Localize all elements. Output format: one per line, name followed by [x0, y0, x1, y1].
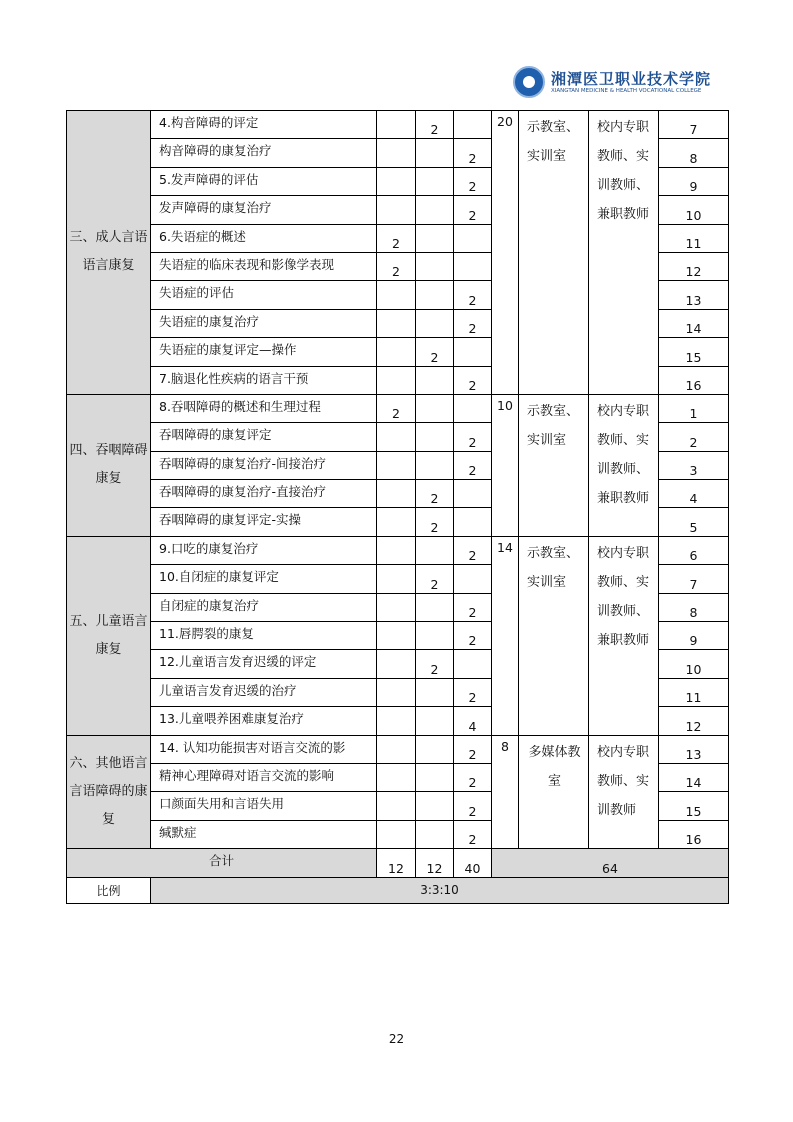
- sequence-cell: 11: [659, 224, 729, 252]
- theory-hours-cell: [377, 536, 416, 564]
- practice-hours-cell: 2: [454, 281, 492, 309]
- mixed-hours-cell: [416, 536, 454, 564]
- mixed-hours-cell: [416, 593, 454, 621]
- teaching-place: 示教室、实训室: [519, 111, 589, 395]
- sequence-cell: 3: [659, 451, 729, 479]
- practice-hours-cell: 2: [454, 735, 492, 763]
- mixed-hours-cell: 2: [416, 650, 454, 678]
- practice-hours-cell: 2: [454, 792, 492, 820]
- content-cell: 精神心理障碍对语言交流的影响: [151, 763, 377, 791]
- theory-hours-cell: [377, 480, 416, 508]
- module-name: 五、儿童语言康复: [67, 536, 151, 735]
- teaching-place: 示教室、实训室: [519, 536, 589, 735]
- college-name: 湘潭医卫职业技术学院: [551, 70, 712, 88]
- practice-hours-cell: 2: [454, 536, 492, 564]
- theory-hours-cell: [377, 650, 416, 678]
- mixed-hours-cell: [416, 139, 454, 167]
- mixed-hours-cell: 2: [416, 565, 454, 593]
- mixed-hours-cell: 2: [416, 111, 454, 139]
- mixed-hours-cell: [416, 252, 454, 280]
- practice-hours-cell: 2: [454, 366, 492, 394]
- practice-hours-cell: 2: [454, 423, 492, 451]
- mixed-hours-cell: [416, 281, 454, 309]
- theory-hours-cell: [377, 338, 416, 366]
- content-cell: 9.口吃的康复治疗: [151, 536, 377, 564]
- sequence-cell: 1: [659, 394, 729, 422]
- sequence-cell: 7: [659, 111, 729, 139]
- content-cell: 8.吞咽障碍的概述和生理过程: [151, 394, 377, 422]
- practice-hours-cell: 2: [454, 678, 492, 706]
- mixed-hours-cell: 2: [416, 508, 454, 536]
- sequence-cell: 15: [659, 338, 729, 366]
- ratio-value: 3:3:10: [151, 877, 729, 903]
- theory-hours-cell: [377, 707, 416, 735]
- content-cell: 吞咽障碍的康复治疗-间接治疗: [151, 451, 377, 479]
- practice-hours-cell: 2: [454, 309, 492, 337]
- module-name: 三、成人言语语言康复: [67, 111, 151, 395]
- content-cell: 儿童语言发育迟缓的治疗: [151, 678, 377, 706]
- sequence-cell: 2: [659, 423, 729, 451]
- practice-hours-cell: 2: [454, 622, 492, 650]
- content-cell: 13.儿童喂养困难康复治疗: [151, 707, 377, 735]
- theory-hours-cell: [377, 593, 416, 621]
- mixed-hours-cell: [416, 451, 454, 479]
- sequence-cell: 14: [659, 763, 729, 791]
- sequence-cell: 9: [659, 167, 729, 195]
- teaching-place: 示教室、实训室: [519, 394, 589, 536]
- table-row: [67, 536, 729, 564]
- module-total-hours: 8: [492, 735, 519, 849]
- sequence-cell: 15: [659, 792, 729, 820]
- practice-hours-cell: [454, 394, 492, 422]
- college-emblem-icon: [513, 66, 545, 98]
- sequence-cell: 12: [659, 707, 729, 735]
- theory-hours-cell: 2: [377, 252, 416, 280]
- practice-hours-cell: [454, 508, 492, 536]
- practice-hours-cell: 4: [454, 707, 492, 735]
- content-cell: 失语症的康复评定—操作: [151, 338, 377, 366]
- sequence-cell: 10: [659, 650, 729, 678]
- mixed-hours-cell: 2: [416, 480, 454, 508]
- content-cell: 12.儿童语言发育迟缓的评定: [151, 650, 377, 678]
- theory-hours-cell: [377, 366, 416, 394]
- theory-hours-cell: [377, 139, 416, 167]
- mixed-hours-cell: [416, 423, 454, 451]
- course-schedule-table: [66, 110, 729, 904]
- mixed-hours-cell: [416, 622, 454, 650]
- sequence-cell: 5: [659, 508, 729, 536]
- content-cell: 缄默症: [151, 820, 377, 848]
- sequence-cell: 13: [659, 735, 729, 763]
- content-cell: 7.脑退化性疾病的语言干预: [151, 366, 377, 394]
- theory-hours-cell: [377, 196, 416, 224]
- module-name: 四、吞咽障碍康复: [67, 394, 151, 536]
- theory-hours-cell: 2: [377, 394, 416, 422]
- content-cell: 构音障碍的康复治疗: [151, 139, 377, 167]
- teacher-type: 校内专职教师、实训教师、兼职教师: [589, 394, 659, 536]
- mixed-hours-cell: [416, 792, 454, 820]
- content-cell: 发声障碍的康复治疗: [151, 196, 377, 224]
- mixed-hours-cell: [416, 763, 454, 791]
- content-cell: 失语症的评估: [151, 281, 377, 309]
- theory-hours-cell: [377, 281, 416, 309]
- theory-hours-cell: [377, 820, 416, 848]
- ratio-label: 比例: [67, 877, 151, 903]
- theory-hours-cell: [377, 763, 416, 791]
- theory-hours-cell: [377, 678, 416, 706]
- theory-hours-cell: [377, 622, 416, 650]
- theory-hours-cell: [377, 167, 416, 195]
- sequence-cell: 16: [659, 366, 729, 394]
- total-hours: 64: [492, 849, 729, 877]
- college-name-en: XIANGTAN MEDICINE & HEALTH VOCATIONAL COLLEGE: [551, 88, 702, 94]
- module-total-hours: 10: [492, 394, 519, 536]
- practice-hours-cell: [454, 480, 492, 508]
- mixed-hours-cell: [416, 167, 454, 195]
- practice-hours-cell: 2: [454, 451, 492, 479]
- theory-hours-cell: [377, 735, 416, 763]
- theory-hours-cell: [377, 309, 416, 337]
- practice-hours-cell: [454, 111, 492, 139]
- mixed-hours-cell: [416, 735, 454, 763]
- table-row: [67, 735, 729, 763]
- practice-hours-cell: 2: [454, 196, 492, 224]
- theory-hours-cell: 2: [377, 224, 416, 252]
- practice-hours-cell: [454, 224, 492, 252]
- content-cell: 吞咽障碍的康复评定-实操: [151, 508, 377, 536]
- sequence-cell: 12: [659, 252, 729, 280]
- page-number: 22: [388, 1032, 405, 1046]
- theory-hours-cell: [377, 423, 416, 451]
- practice-hours-cell: 2: [454, 820, 492, 848]
- practice-hours-cell: 2: [454, 763, 492, 791]
- sequence-cell: 10: [659, 196, 729, 224]
- college-logo: [513, 66, 712, 100]
- sequence-cell: 11: [659, 678, 729, 706]
- mixed-hours-cell: [416, 196, 454, 224]
- theory-hours-cell: [377, 792, 416, 820]
- mixed-hours-cell: [416, 394, 454, 422]
- sequence-cell: 6: [659, 536, 729, 564]
- sequence-cell: 8: [659, 139, 729, 167]
- module-total-hours: 14: [492, 536, 519, 735]
- sequence-cell: 16: [659, 820, 729, 848]
- mixed-hours-cell: [416, 224, 454, 252]
- sequence-cell: 13: [659, 281, 729, 309]
- ratio-row: [67, 877, 729, 903]
- theory-hours-cell: [377, 451, 416, 479]
- content-cell: 失语症的临床表现和影像学表现: [151, 252, 377, 280]
- practice-hours-cell: 2: [454, 167, 492, 195]
- table-row: [67, 111, 729, 139]
- content-cell: 10.自闭症的康复评定: [151, 565, 377, 593]
- total-row: [67, 849, 729, 877]
- total-practice: 40: [454, 849, 492, 877]
- mixed-hours-cell: [416, 820, 454, 848]
- sequence-cell: 7: [659, 565, 729, 593]
- table-row: [67, 394, 729, 422]
- sequence-cell: 8: [659, 593, 729, 621]
- sequence-cell: 4: [659, 480, 729, 508]
- content-cell: 4.构音障碍的评定: [151, 111, 377, 139]
- total-mixed: 12: [416, 849, 454, 877]
- practice-hours-cell: [454, 252, 492, 280]
- content-cell: 口颜面失用和言语失用: [151, 792, 377, 820]
- mixed-hours-cell: [416, 366, 454, 394]
- content-cell: 失语症的康复治疗: [151, 309, 377, 337]
- content-cell: 14. 认知功能损害对语言交流的影: [151, 735, 377, 763]
- mixed-hours-cell: [416, 309, 454, 337]
- content-cell: 自闭症的康复治疗: [151, 593, 377, 621]
- practice-hours-cell: [454, 338, 492, 366]
- content-cell: 5.发声障碍的评估: [151, 167, 377, 195]
- content-cell: 6.失语症的概述: [151, 224, 377, 252]
- practice-hours-cell: 2: [454, 139, 492, 167]
- total-label: 合计: [67, 849, 377, 877]
- mixed-hours-cell: [416, 678, 454, 706]
- module-total-hours: 20: [492, 111, 519, 395]
- sequence-cell: 9: [659, 622, 729, 650]
- theory-hours-cell: [377, 111, 416, 139]
- theory-hours-cell: [377, 565, 416, 593]
- mixed-hours-cell: 2: [416, 338, 454, 366]
- teacher-type: 校内专职教师、实训教师、兼职教师: [589, 111, 659, 395]
- teacher-type: 校内专职教师、实训教师: [589, 735, 659, 849]
- content-cell: 11.唇腭裂的康复: [151, 622, 377, 650]
- practice-hours-cell: [454, 650, 492, 678]
- total-theory: 12: [377, 849, 416, 877]
- practice-hours-cell: [454, 565, 492, 593]
- module-name: 六、其他语言言语障碍的康复: [67, 735, 151, 849]
- content-cell: 吞咽障碍的康复治疗-直接治疗: [151, 480, 377, 508]
- mixed-hours-cell: [416, 707, 454, 735]
- teaching-place: 多媒体教室: [519, 735, 589, 849]
- sequence-cell: 14: [659, 309, 729, 337]
- practice-hours-cell: 2: [454, 593, 492, 621]
- content-cell: 吞咽障碍的康复评定: [151, 423, 377, 451]
- teacher-type: 校内专职教师、实训教师、兼职教师: [589, 536, 659, 735]
- theory-hours-cell: [377, 508, 416, 536]
